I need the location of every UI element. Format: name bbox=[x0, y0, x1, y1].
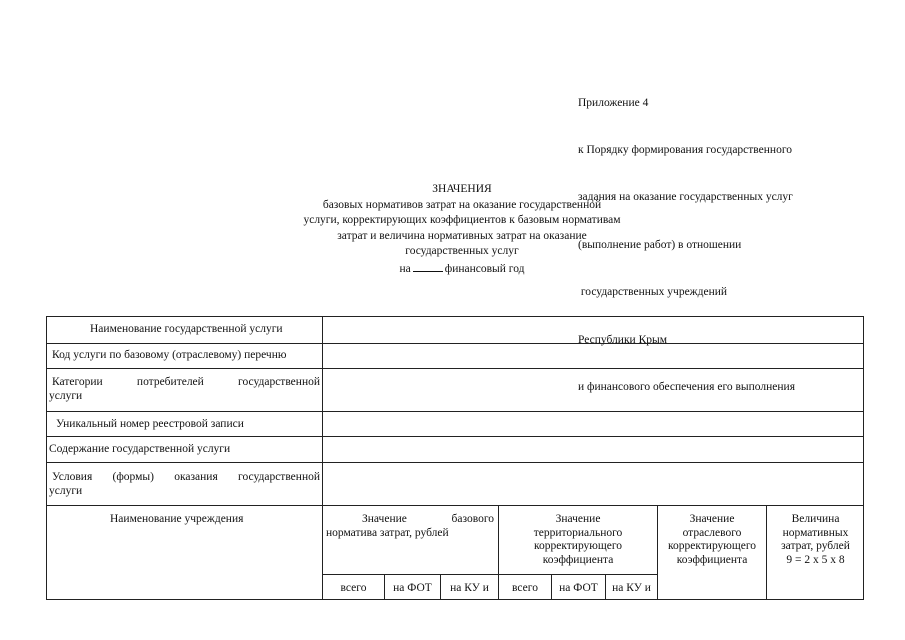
appendix-line: Приложение 4 bbox=[578, 96, 649, 109]
row-service-conditions: Условия (формы) оказания государственной bbox=[52, 471, 320, 483]
header-line: территориального bbox=[533, 526, 623, 539]
service-conditions-field[interactable] bbox=[326, 466, 856, 503]
header-line: корректирующего bbox=[533, 540, 623, 552]
subheader-utilities: на КУ и bbox=[450, 582, 489, 594]
year-blank-field[interactable] bbox=[413, 260, 443, 272]
consumer-categories-field[interactable] bbox=[326, 371, 856, 409]
row-service-name: Наименование государственной услуги bbox=[90, 323, 283, 335]
year-suffix: финансовый год bbox=[444, 262, 525, 275]
registry-number-field[interactable] bbox=[326, 414, 856, 434]
row-service-content: Содержание государственной услуги bbox=[49, 443, 231, 455]
appendix-line: государственных учреждений bbox=[578, 286, 728, 299]
title-line: услуги, корректирующих коэффициентов к базовым нормативам bbox=[303, 214, 621, 227]
header-line: корректирующего bbox=[667, 540, 757, 552]
service-content-field[interactable] bbox=[326, 439, 856, 459]
header-line: 9 = 2 х 5 х 8 bbox=[786, 553, 845, 566]
header-sector-coef bbox=[658, 513, 766, 567]
row-service-code: Код услуги по базовому (отраслевому) перечню bbox=[52, 349, 287, 361]
subheader-total: всего bbox=[340, 582, 367, 594]
year-prefix: на bbox=[399, 262, 411, 275]
header-line: затрат, рублей bbox=[781, 540, 850, 552]
header-line: Величина bbox=[791, 513, 840, 525]
title-heading: ЗНАЧЕНИЯ bbox=[432, 183, 492, 195]
header-line: Значение bbox=[555, 513, 601, 525]
appendix-line: задания на оказание государственных услуг bbox=[578, 191, 793, 204]
norms-table bbox=[46, 316, 864, 600]
service-code-field[interactable] bbox=[326, 346, 856, 366]
row-registry-number: Уникальный номер реестровой записи bbox=[56, 418, 244, 430]
header-line: нормативных bbox=[782, 526, 849, 539]
appendix-line: и финансового обеспечения его выполнения bbox=[578, 380, 796, 393]
header-institution-name: Наименование учреждения bbox=[110, 513, 244, 525]
header-line: отраслевого bbox=[682, 526, 742, 539]
row-consumer-categories: Категории потребителей государственной bbox=[52, 376, 320, 388]
header-normative-costs bbox=[767, 513, 864, 567]
subheader-utilities: на КУ и bbox=[612, 582, 651, 594]
service-name-field[interactable] bbox=[390, 319, 820, 341]
appendix-line: Республики Крым bbox=[578, 333, 667, 346]
appendix-line: к Порядку формирования государственного bbox=[578, 143, 793, 156]
header-line: коэффициента bbox=[542, 553, 614, 566]
row-consumer-categories-cont: услуги bbox=[49, 390, 83, 402]
subheader-total: всего bbox=[512, 582, 538, 594]
title-line: государственных услуг bbox=[405, 245, 519, 258]
subheader-payroll: на ФОТ bbox=[393, 582, 432, 594]
header-line: коэффициента bbox=[676, 553, 748, 566]
appendix-line: (выполнение работ) в отношении bbox=[578, 238, 742, 251]
header-base-norm-line1: Значение базового bbox=[362, 513, 494, 525]
row-service-conditions-cont: услуги bbox=[49, 485, 83, 497]
header-territorial-coef bbox=[499, 513, 657, 567]
title-line: базовых нормативов затрат на оказание государственной bbox=[322, 198, 602, 211]
header-base-norm-line2: норматива затрат, рублей bbox=[326, 527, 449, 539]
header-line: Значение bbox=[689, 513, 735, 525]
document-title bbox=[270, 182, 654, 278]
subheader-payroll: на ФОТ bbox=[559, 582, 598, 594]
title-line: затрат и величина нормативных затрат на оказание bbox=[337, 229, 587, 242]
title-year-line bbox=[270, 260, 654, 278]
